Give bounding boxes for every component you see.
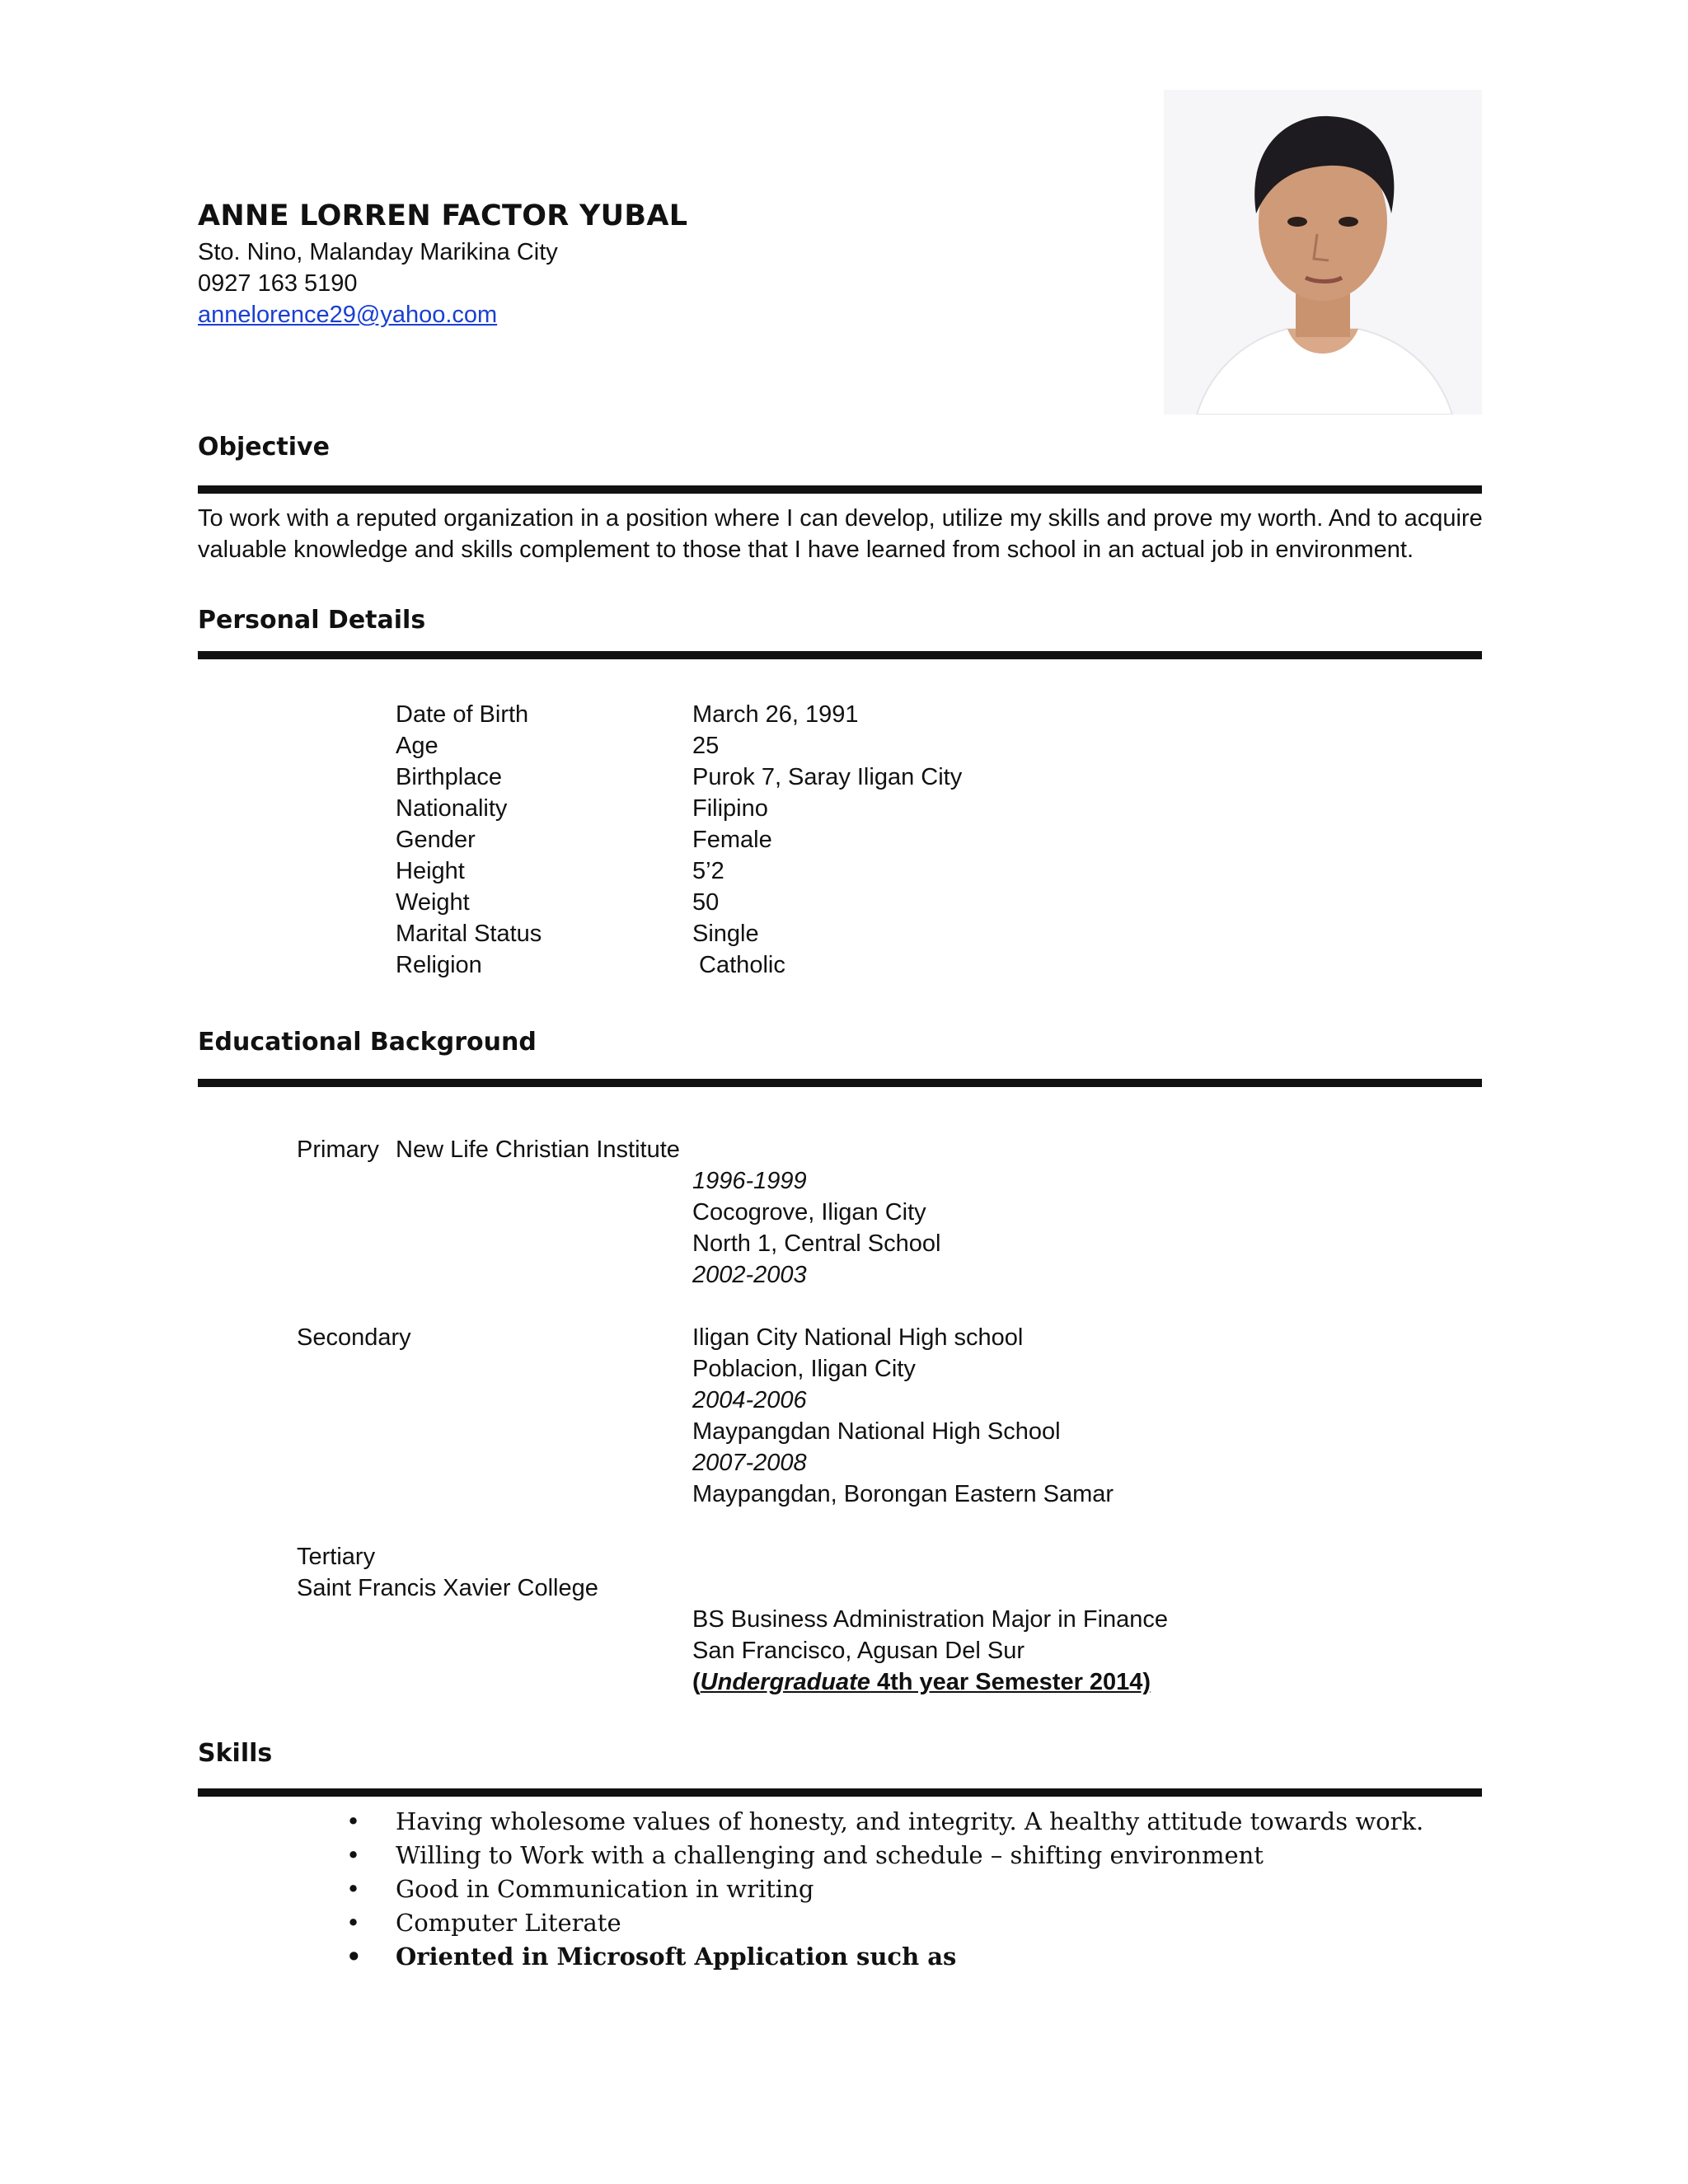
skill-text: Having wholesome values of honesty, and integrity. A healthy attitude towards work. bbox=[396, 1807, 1424, 1835]
tertiary-status-undergraduate: Undergraduate bbox=[700, 1669, 870, 1695]
detail-value: March 26, 1991 bbox=[692, 701, 859, 728]
primary-school-2: North 1, Central School bbox=[692, 1230, 941, 1257]
primary-years-2: 2002-2003 bbox=[692, 1262, 807, 1288]
tertiary-course: BS Business Administration Major in Finance bbox=[692, 1606, 1169, 1633]
detail-value: Filipino bbox=[692, 795, 768, 822]
skill-item bbox=[346, 1906, 1423, 1940]
skill-item bbox=[346, 1940, 1423, 1974]
skill-text: Computer Literate bbox=[396, 1909, 621, 1937]
phone: 0927 163 5190 bbox=[198, 270, 358, 297]
detail-label: Nationality bbox=[396, 795, 508, 822]
objective-heading: Objective bbox=[198, 433, 330, 462]
personal-details-divider bbox=[198, 651, 1482, 659]
address: Sto. Nino, Malanday Marikina City bbox=[198, 239, 558, 265]
secondary-years: 2004-2006 bbox=[692, 1387, 807, 1413]
detail-label: Marital Status bbox=[396, 921, 542, 947]
detail-label: Religion bbox=[396, 952, 482, 978]
applicant-name: ANNE LORREN FACTOR YUBAL bbox=[198, 199, 688, 232]
primary-school: New Life Christian Institute bbox=[396, 1137, 680, 1163]
secondary-place: Poblacion, Iligan City bbox=[692, 1356, 916, 1382]
tertiary-status-rest: 4th year Semester 2014) bbox=[870, 1669, 1151, 1695]
skills-list bbox=[346, 1805, 1423, 1974]
primary-years: 1996-1999 bbox=[692, 1168, 807, 1194]
skill-text: Good in Communication in writing bbox=[396, 1875, 814, 1903]
secondary-school-2: Maypangdan National High School bbox=[692, 1418, 1061, 1445]
detail-value: Female bbox=[692, 827, 772, 853]
primary-label: Primary bbox=[297, 1137, 379, 1163]
detail-value: Catholic bbox=[692, 952, 785, 978]
education-divider bbox=[198, 1079, 1482, 1087]
detail-value: Single bbox=[692, 921, 759, 947]
objective-line-2: valuable knowledge and skills complement to those that I have learned from school in an actual job in environment. bbox=[198, 537, 1414, 563]
education-heading: Educational Background bbox=[198, 1028, 537, 1057]
skills-divider bbox=[198, 1788, 1482, 1797]
tertiary-school: Saint Francis Xavier College bbox=[297, 1575, 598, 1601]
objective-line-1: To work with a reputed organization in a position where I can develop, utilize my skills and prove my worth. And to acquire bbox=[198, 505, 1483, 532]
tertiary-label: Tertiary bbox=[297, 1544, 376, 1570]
profile-photo bbox=[1164, 90, 1482, 415]
detail-label: Birthplace bbox=[396, 764, 502, 790]
detail-value: 50 bbox=[692, 889, 720, 916]
detail-label: Age bbox=[396, 733, 438, 759]
email-link[interactable]: annelorence29@yahoo.com bbox=[198, 302, 498, 328]
bullet-icon: • bbox=[346, 1807, 361, 1835]
detail-label: Height bbox=[396, 858, 465, 884]
bullet-icon: • bbox=[346, 1841, 361, 1869]
tertiary-status-open: ( bbox=[692, 1669, 701, 1695]
detail-label: Gender bbox=[396, 827, 476, 853]
skill-item bbox=[346, 1872, 1423, 1906]
secondary-years-2: 2007-2008 bbox=[692, 1450, 807, 1476]
detail-value: Purok 7, Saray Iligan City bbox=[692, 764, 963, 790]
bullet-icon: • bbox=[346, 1909, 361, 1937]
bullet-icon: • bbox=[346, 1943, 362, 1971]
secondary-school: Iligan City National High school bbox=[692, 1324, 1024, 1351]
secondary-label: Secondary bbox=[297, 1324, 411, 1351]
skill-text: Willing to Work with a challenging and schedule – shifting environment bbox=[396, 1841, 1264, 1869]
profile-photo-image bbox=[1164, 90, 1482, 415]
primary-place: Cocogrove, Iligan City bbox=[692, 1199, 926, 1226]
detail-value: 25 bbox=[692, 733, 720, 759]
bullet-icon: • bbox=[346, 1875, 361, 1903]
objective-divider bbox=[198, 485, 1482, 494]
tertiary-place: San Francisco, Agusan Del Sur bbox=[692, 1638, 1025, 1664]
personal-details-heading: Personal Details bbox=[198, 606, 426, 635]
detail-value: 5’2 bbox=[692, 858, 724, 884]
skill-text: Oriented in Microsoft Application such as bbox=[396, 1943, 957, 1971]
skill-item bbox=[346, 1839, 1423, 1872]
detail-label: Weight bbox=[396, 889, 470, 916]
tertiary-status bbox=[692, 1666, 1151, 1698]
secondary-place-2: Maypangdan, Borongan Eastern Samar bbox=[692, 1481, 1114, 1507]
skill-item bbox=[346, 1805, 1423, 1839]
detail-label: Date of Birth bbox=[396, 701, 529, 728]
skills-heading: Skills bbox=[198, 1739, 273, 1768]
